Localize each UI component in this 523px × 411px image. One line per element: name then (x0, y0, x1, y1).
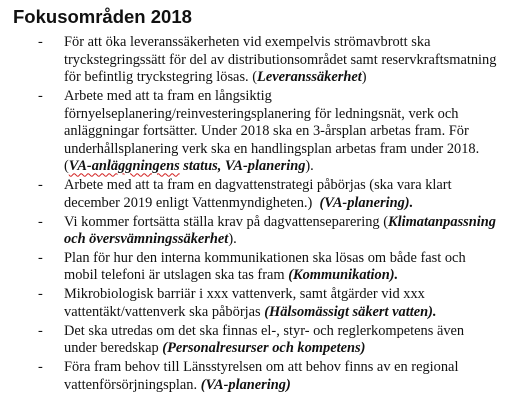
item-text-line: under beredskap (Personalresurser och kompetens) (64, 340, 366, 357)
list-item (0, 88, 523, 176)
list-item (0, 323, 523, 358)
category-tag: (Hälsomässigt säkert vatten). (264, 303, 437, 320)
item-text-line: anläggningar fortsätter. Under 2018 ska en 3-årsplan arbetas fram. För (64, 123, 469, 140)
item-text-line: Föra fram behov till Länsstyrelsen om att behov finns av en regional (64, 359, 459, 375)
list-item (0, 177, 523, 212)
item-text-line: december 2019 enligt Vattenmyndigheten.) (VA-planering). (64, 194, 414, 211)
category-tag: Leveranssäkerhet (257, 69, 362, 86)
item-text-line: Mikrobiologisk barriär i xxx vattenverk, samt åtgärder vid xxx (64, 286, 425, 303)
item-text-line: (VA-anläggningens status, VA-planering). (64, 158, 314, 175)
category-tag: och översvämningssäkerhet (64, 231, 229, 248)
bullet-dash: - (38, 286, 43, 303)
item-text-line: Det ska utredas om det ska finnas el-, styr- och reglerkompetens även (64, 322, 465, 339)
bullet-dash: - (38, 249, 43, 266)
list-item (0, 34, 523, 87)
item-text-line: Arbete med att ta fram en dagvattenstrategi påbörjas (ska vara klart (64, 177, 452, 194)
item-text-line: tryckstegringssätt för del av distributionsområdet samt reservkraftsmatning (64, 51, 497, 68)
bullet-dash: - (38, 322, 43, 339)
category-tag: Klimatanpassning (388, 213, 496, 230)
category-tag: status, VA-planering (179, 158, 306, 175)
bullet-dash: - (38, 213, 43, 230)
item-text-line: Arbete med att ta fram en långsiktig (64, 87, 272, 104)
bullet-dash: - (38, 34, 43, 50)
category-tag: (VA-planering). (319, 194, 414, 211)
list-item (0, 359, 523, 394)
item-text-line: mobil telefoni är utslagen ska tas fram (Kommunikation). (64, 267, 399, 284)
list-item (0, 286, 523, 321)
item-text-line: För att öka leveranssäkerheten vid exempelvis strömavbrott ska (64, 34, 431, 50)
bullet-dash: - (38, 87, 43, 104)
page-title: Fokusområden 2018 (13, 6, 192, 27)
item-text-line: förnyelseplanering/reinvesteringsplanering för ledningsnät, verk och (64, 105, 459, 122)
list-item (0, 214, 523, 249)
focus-area-list (0, 34, 523, 395)
category-tag: (Kommunikation). (288, 267, 399, 284)
item-text-line: vattenförsörjningsplan. (VA-planering) (64, 376, 291, 393)
category-tag: (Personalresurser och kompetens) (162, 340, 366, 357)
bullet-dash: - (38, 359, 43, 375)
item-text-line: Vi kommer fortsätta ställa krav på dagvattenseparering (Klimatanpassning (64, 213, 496, 230)
bullet-dash: - (38, 177, 43, 194)
item-text-line: underhållsplanering verk ska en handlingsplan arbetas fram under 2018. (64, 140, 480, 157)
item-text-line: Plan för hur den interna kommunikationen ska lösas om både fast och (64, 249, 466, 266)
category-tag: VA-anläggningens (68, 158, 180, 175)
category-tag: (VA-planering) (200, 376, 291, 393)
list-item (0, 250, 523, 285)
item-text-line: för befintlig tryckstegring lösas. (Leveranssäkerhet) (64, 69, 367, 86)
item-text-line: och översvämningssäkerhet). (64, 231, 237, 248)
item-text-line: vattentäkt/vattenverk ska påbörjas (Hälsomässigt säkert vatten). (64, 303, 437, 320)
